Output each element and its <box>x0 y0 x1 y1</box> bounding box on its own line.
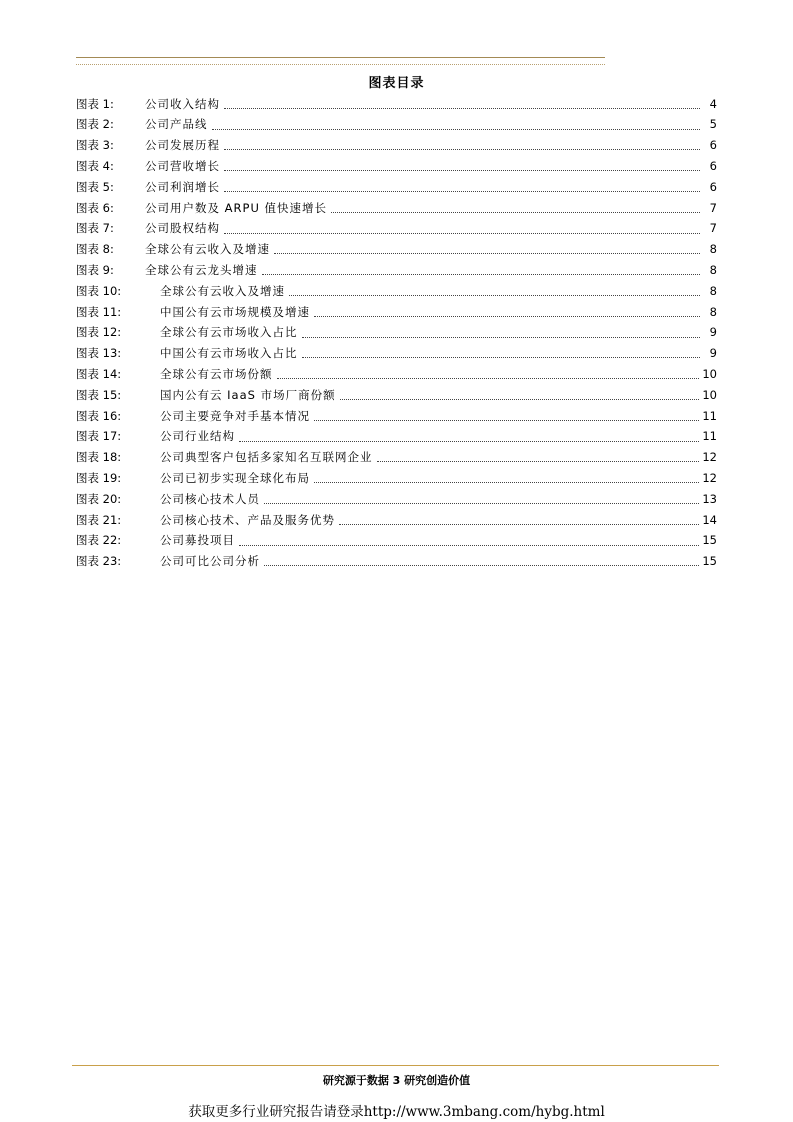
toc-entry-number: 图表 3: <box>76 138 114 153</box>
toc-entry-number: 图表 16: <box>76 408 122 423</box>
toc-entry-number: 图表 7: <box>76 221 114 236</box>
toc-entry[interactable] <box>76 489 717 510</box>
toc-entry-number: 图表 4: <box>76 159 114 174</box>
toc-entry[interactable] <box>76 531 717 552</box>
toc-entry-page: 8 <box>709 304 717 319</box>
toc-entry-title: 公司行业结构 <box>160 429 235 444</box>
toc-entry[interactable] <box>76 448 717 469</box>
toc-entry-title: 公司典型客户包括多家知名互联网企业 <box>160 450 373 465</box>
toc-leader-dots <box>314 482 699 483</box>
toc-entry-page: 13 <box>702 491 717 506</box>
toc-entry-page: 10 <box>702 387 717 402</box>
toc-entry-page: 12 <box>702 450 717 465</box>
toc-entry-title: 公司股权结构 <box>145 221 220 236</box>
toc-leader-dots <box>264 565 699 566</box>
toc-leader-dots <box>377 461 700 462</box>
toc-entry-page: 15 <box>702 554 717 569</box>
toc-entry[interactable] <box>76 510 717 531</box>
toc-entry-page: 8 <box>709 283 717 298</box>
toc-entry[interactable] <box>76 94 717 115</box>
toc-entry-page: 4 <box>709 96 717 111</box>
toc-leader-dots <box>239 441 699 442</box>
toc-entry-page: 7 <box>709 200 717 215</box>
header-rule-dotted <box>76 64 605 65</box>
toc-entry-number: 图表 10: <box>76 283 122 298</box>
toc-entry-number: 图表 14: <box>76 367 122 381</box>
toc-entry-number: 图表 20: <box>76 491 122 506</box>
toc-leader-dots <box>239 545 699 546</box>
toc-entry[interactable] <box>76 323 717 344</box>
toc-entry-page: 6 <box>709 159 717 174</box>
toc-entry[interactable] <box>76 177 717 198</box>
toc-entry-page: 6 <box>709 138 717 153</box>
toc-entry-number: 图表 17: <box>76 429 122 444</box>
toc-entry[interactable] <box>76 136 717 157</box>
toc-entry-page: 11 <box>702 408 717 423</box>
toc-leader-dots <box>274 253 700 254</box>
toc-entry-title: 国内公有云 IaaS 市场厂商份额 <box>160 387 336 402</box>
toc-entry-number: 图表 15: <box>76 387 122 402</box>
toc-entry-number: 图表 19: <box>76 470 122 485</box>
toc-entry-page: 7 <box>709 221 717 236</box>
toc-entry-title: 全球公有云市场收入占比 <box>160 325 298 340</box>
toc-entry-page: 6 <box>709 179 717 194</box>
toc-list <box>76 94 717 572</box>
toc-entry-number: 图表 22: <box>76 533 122 548</box>
toc-entry[interactable] <box>76 198 717 219</box>
toc-entry-number: 图表 9: <box>76 263 114 278</box>
toc-entry-page: 9 <box>709 346 717 361</box>
toc-leader-dots <box>224 191 700 192</box>
toc-leader-dots <box>331 212 700 213</box>
toc-entry-title: 全球公有云市场份额 <box>160 367 273 381</box>
toc-entry-page: 12 <box>702 470 717 485</box>
toc-entry-number: 图表 11: <box>76 304 122 319</box>
toc-entry[interactable] <box>76 468 717 489</box>
toc-entry-page: 8 <box>709 263 717 278</box>
toc-leader-dots <box>302 357 701 358</box>
toc-entry-title: 公司用户数及 ARPU 值快速增长 <box>145 200 328 215</box>
toc-entry-number: 图表 1: <box>76 96 114 111</box>
toc-entry-number: 图表 18: <box>76 450 122 465</box>
toc-leader-dots <box>224 233 700 234</box>
toc-entry-number: 图表 12: <box>76 325 122 340</box>
toc-entry[interactable] <box>76 344 717 365</box>
toc-leader-dots <box>212 129 701 130</box>
toc-entry[interactable] <box>76 260 717 281</box>
toc-leader-dots <box>277 378 700 379</box>
toc-leader-dots <box>339 524 699 525</box>
toc-entry-title: 公司利润增长 <box>145 179 220 194</box>
watermark-link-text: 获取更多行业研究报告请登录http://www.3mbang.com/hybg.html <box>188 1104 605 1120</box>
toc-entry[interactable] <box>76 364 717 385</box>
toc-entry-title: 公司营收增长 <box>145 159 220 174</box>
toc-entry-page: 10 <box>702 367 717 381</box>
toc-entry[interactable] <box>76 552 717 573</box>
toc-entry[interactable] <box>76 385 717 406</box>
toc-entry-number: 图表 8: <box>76 242 114 257</box>
toc-leader-dots <box>224 108 700 109</box>
toc-entry-title: 公司主要竞争对手基本情况 <box>160 408 310 423</box>
toc-leader-dots <box>340 399 700 400</box>
toc-entry-title: 全球公有云龙头增速 <box>145 263 258 278</box>
toc-entry[interactable] <box>76 427 717 448</box>
toc-title: 图表目录 <box>368 76 425 91</box>
toc-entry-title: 公司产品线 <box>145 117 208 132</box>
footer-rule <box>72 1065 719 1066</box>
toc-entry[interactable] <box>76 281 717 302</box>
toc-leader-dots <box>289 295 700 296</box>
toc-entry[interactable] <box>76 302 717 323</box>
toc-entry-page: 15 <box>702 533 717 548</box>
toc-entry[interactable] <box>76 219 717 240</box>
toc-entry-title: 全球公有云收入及增速 <box>145 242 270 257</box>
footer-slogan: 研究源于数据 3 研究创造价值 <box>322 1074 471 1087</box>
toc-entry-number: 图表 2: <box>76 117 114 132</box>
toc-entry-title: 公司募投项目 <box>160 533 235 548</box>
toc-entry[interactable] <box>76 240 717 261</box>
toc-entry-page: 5 <box>709 117 717 132</box>
toc-entry-title: 公司核心技术人员 <box>160 491 260 506</box>
toc-entry-title: 公司发展历程 <box>145 138 220 153</box>
toc-entry-number: 图表 5: <box>76 179 114 194</box>
toc-entry-page: 14 <box>702 512 717 527</box>
toc-entry-page: 8 <box>709 242 717 257</box>
toc-entry[interactable] <box>76 156 717 177</box>
toc-entry-title: 公司可比公司分析 <box>160 554 260 569</box>
toc-entry-title: 公司核心技术、产品及服务优势 <box>160 512 335 527</box>
toc-entry-title: 公司收入结构 <box>145 96 220 111</box>
toc-entry[interactable] <box>76 115 717 136</box>
toc-entry-number: 图表 21: <box>76 512 122 527</box>
toc-leader-dots <box>262 274 701 275</box>
header-rule <box>76 57 605 58</box>
toc-entry-title: 中国公有云市场规模及增速 <box>160 304 310 319</box>
toc-entry-number: 图表 6: <box>76 200 114 215</box>
toc-entry-title: 全球公有云收入及增速 <box>160 283 285 298</box>
toc-entry-title: 公司已初步实现全球化布局 <box>160 470 310 485</box>
toc-entry-page: 11 <box>702 429 717 444</box>
toc-entry-title: 中国公有云市场收入占比 <box>160 346 298 361</box>
toc-leader-dots <box>314 420 699 421</box>
toc-entry-page: 9 <box>709 325 717 340</box>
toc-leader-dots <box>224 149 700 150</box>
toc-leader-dots <box>302 337 701 338</box>
toc-leader-dots <box>314 316 700 317</box>
toc-entry-number: 图表 13: <box>76 346 122 361</box>
toc-leader-dots <box>224 170 700 171</box>
toc-entry-number: 图表 23: <box>76 554 122 569</box>
toc-entry[interactable] <box>76 406 717 427</box>
toc-leader-dots <box>264 503 699 504</box>
